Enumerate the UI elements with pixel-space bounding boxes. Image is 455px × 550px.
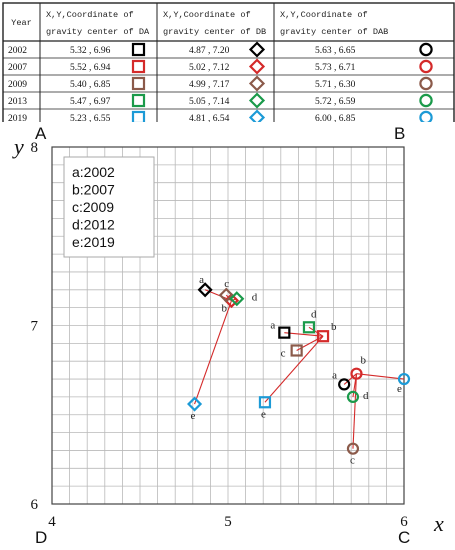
- x-tick-label: 5: [224, 514, 232, 530]
- table-cell-da: 5.40 , 6.85: [70, 80, 111, 90]
- trajectory-line: [195, 301, 232, 405]
- table-cell-db: 5.05 , 7.14: [189, 97, 230, 107]
- point-label: c: [280, 347, 286, 360]
- table-cell-db: 4.99 , 7.17: [189, 80, 230, 90]
- legend-entry: c:2009: [72, 199, 115, 215]
- point-label: e: [397, 383, 402, 396]
- table-cell-dab: 5.73 , 6.71: [315, 63, 356, 73]
- table-header-line1: X,Y,Coordinate of: [163, 10, 251, 20]
- point-label: b: [221, 302, 228, 315]
- table-cell-db: 4.81 , 6.54: [189, 114, 230, 122]
- point-label: e: [260, 408, 266, 421]
- table-header-line2: gravity center of DAB: [280, 27, 389, 37]
- table-cell-year: 2019: [8, 114, 27, 122]
- point-label: e: [190, 410, 196, 423]
- table-cell-dab: 6.00 , 6.85: [315, 114, 356, 122]
- legend-entry: d:2012: [72, 216, 115, 233]
- x-tick-label: 6: [400, 514, 408, 530]
- table-cell-dab: 5.71 , 6.30: [315, 80, 356, 90]
- legend-entry: b:2007: [72, 181, 115, 198]
- table-header-line2: gravity center of DB: [163, 27, 267, 37]
- table-cell-da: 5.47 , 6.97: [70, 97, 111, 107]
- trajectory-line: [356, 374, 404, 379]
- table-cell-dab: 5.63 , 6.65: [315, 46, 356, 56]
- table-cell-db: 4.87 , 7.20: [189, 46, 230, 56]
- table-header-line2: gravity center of DA: [46, 27, 150, 37]
- y-tick-label: 7: [30, 318, 38, 335]
- point-label: b: [360, 354, 366, 367]
- x-tick-label: 4: [48, 514, 56, 530]
- corner-label-a: A: [35, 124, 47, 143]
- point-label: a: [332, 369, 338, 382]
- point-label: d: [310, 308, 317, 321]
- table-cell-db: 5.02 , 7.12: [189, 63, 230, 73]
- table-header-line1: X,Y,Coordinate of: [280, 10, 368, 20]
- point-label: d: [251, 291, 258, 304]
- legend-entry: e:2019: [72, 234, 115, 250]
- table-cell-da: 5.52 , 6.94: [70, 63, 111, 73]
- table-header-line1: X,Y,Coordinate of: [46, 10, 134, 20]
- table-cell-year: 2013: [8, 97, 27, 107]
- table-header-year: Year: [11, 18, 32, 28]
- point-label: c: [349, 454, 355, 467]
- point-label: a: [199, 273, 205, 286]
- table-cell-year: 2009: [8, 80, 27, 90]
- point-label: c: [224, 278, 230, 291]
- point-label: b: [331, 321, 337, 334]
- y-tick-label: 8: [30, 140, 38, 156]
- point-label: d: [362, 389, 369, 402]
- corner-label-d: D: [35, 528, 48, 547]
- legend-entry: a:2002: [72, 164, 115, 180]
- table-cell-da: 5.23 , 6.55: [70, 114, 111, 122]
- y-tick-label: 6: [30, 497, 38, 513]
- corner-label-c: C: [398, 528, 411, 547]
- table-cell-year: 2007: [8, 63, 27, 73]
- legend: [64, 157, 154, 257]
- table-cell-da: 5.32 , 6.96: [70, 46, 111, 56]
- y-axis-label: y: [14, 134, 24, 159]
- point-label: a: [270, 319, 276, 332]
- corner-label-b: B: [394, 124, 406, 143]
- x-axis-label: x: [434, 511, 444, 536]
- table-cell-dab: 5.72 , 6.59: [315, 97, 356, 107]
- table-cell-year: 2002: [8, 46, 27, 56]
